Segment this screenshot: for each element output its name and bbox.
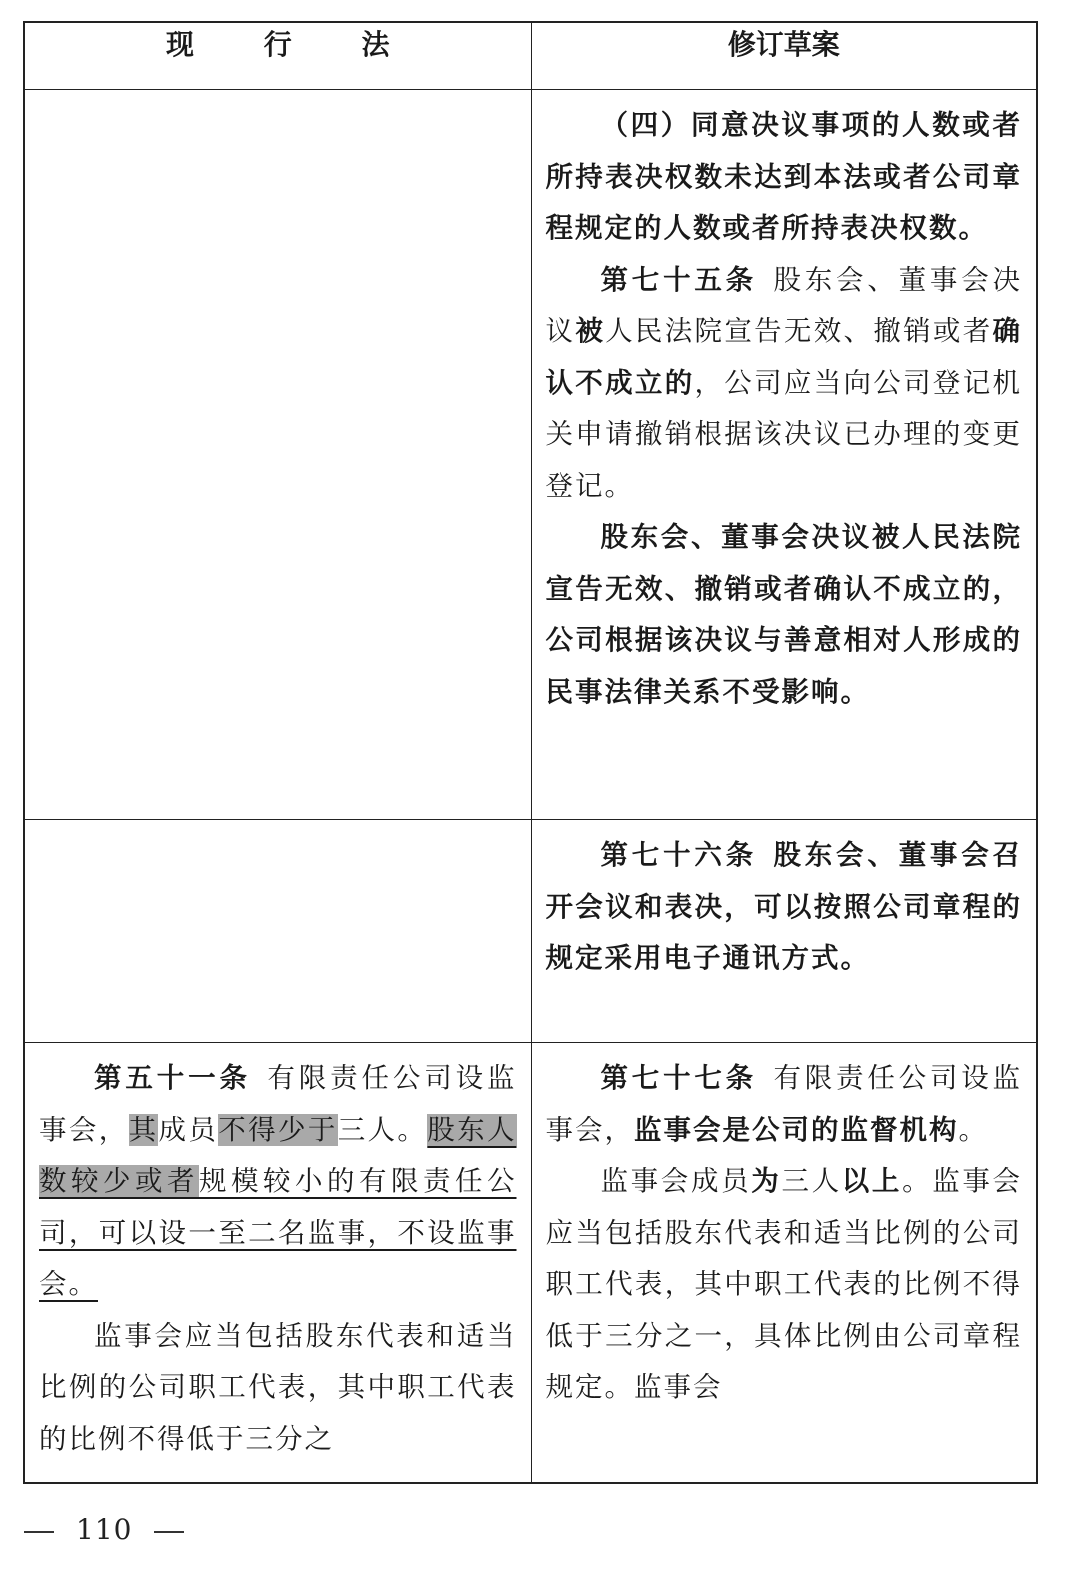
table-row bbox=[25, 1043, 1036, 1483]
draft-cell bbox=[531, 1043, 1036, 1483]
deleted-text-highlight: 其 bbox=[128, 1113, 159, 1146]
draft-paragraph: 第七十七条 有限责任公司设监事会，监事会是公司的监督机构。 bbox=[545, 1062, 1023, 1146]
current-law-cell-empty bbox=[25, 90, 531, 820]
draft-paragraph: 股东会、董事会决议被人民法院宣告无效、撤销或者确认不成立的，公司根据该决议与善意相对人形成的民事法律关系不受影响。 bbox=[545, 521, 1022, 708]
header-revised-draft: 修订草案 bbox=[531, 23, 1036, 90]
moved-text-underline: 规模较小的有限责任公司，可以设一至二名监事，不设监事会。 bbox=[39, 1165, 517, 1300]
deleted-text-highlight: 不得少于 bbox=[218, 1113, 338, 1146]
table-row bbox=[25, 90, 1036, 820]
comparison-table-frame bbox=[23, 21, 1038, 1484]
table-row bbox=[25, 820, 1036, 1043]
draft-paragraph: 第七十五条 股东会、董事会决议被人民法院宣告无效、撤销或者确认不成立的，公司应当向公司登记机关申请撤销根据该决议已办理的变更登记。 bbox=[545, 263, 1023, 502]
header-current-law: 现 行 法 bbox=[25, 23, 531, 90]
draft-paragraph: 监事会成员为三人以上。监事会应当包括股东代表和适当比例的公司职工代表，其中职工代表的比例不得低于三分之一，具体比例由公司章程规定。监事会 bbox=[545, 1165, 1023, 1403]
draft-cell bbox=[531, 90, 1036, 820]
page-number: 110 bbox=[76, 1513, 133, 1546]
deleted-text-highlight: 股东人数较少或者 bbox=[39, 1113, 517, 1197]
draft-cell bbox=[531, 820, 1036, 1043]
footer-dash bbox=[154, 1531, 184, 1533]
draft-paragraph: （四）同意决议事项的人数或者所持表决权数未达到本法或者公司章程规定的人数或者所持表决权数。 bbox=[545, 109, 1022, 244]
current-law-cell bbox=[25, 1043, 531, 1483]
current-law-cell-empty bbox=[25, 820, 531, 1043]
table-header-row bbox=[25, 23, 1036, 90]
draft-paragraph: 第七十六条 股东会、董事会召开会议和表决，可以按照公司章程的规定采用电子通讯方式。 bbox=[545, 839, 1023, 974]
current-law-paragraph: 第五十一条 有限责任公司设监事会，其成员不得少于三人。股东人数较少或者规模较小的有限责任公司，可以设一至二名监事，不设监事会。 bbox=[39, 1062, 517, 1300]
page-footer bbox=[24, 1513, 184, 1546]
law-comparison-table bbox=[25, 23, 1036, 1482]
footer-dash bbox=[24, 1531, 54, 1533]
current-law-paragraph: 监事会应当包括股东代表和适当比例的公司职工代表，其中职工代表的比例不得低于三分之 bbox=[39, 1319, 517, 1455]
